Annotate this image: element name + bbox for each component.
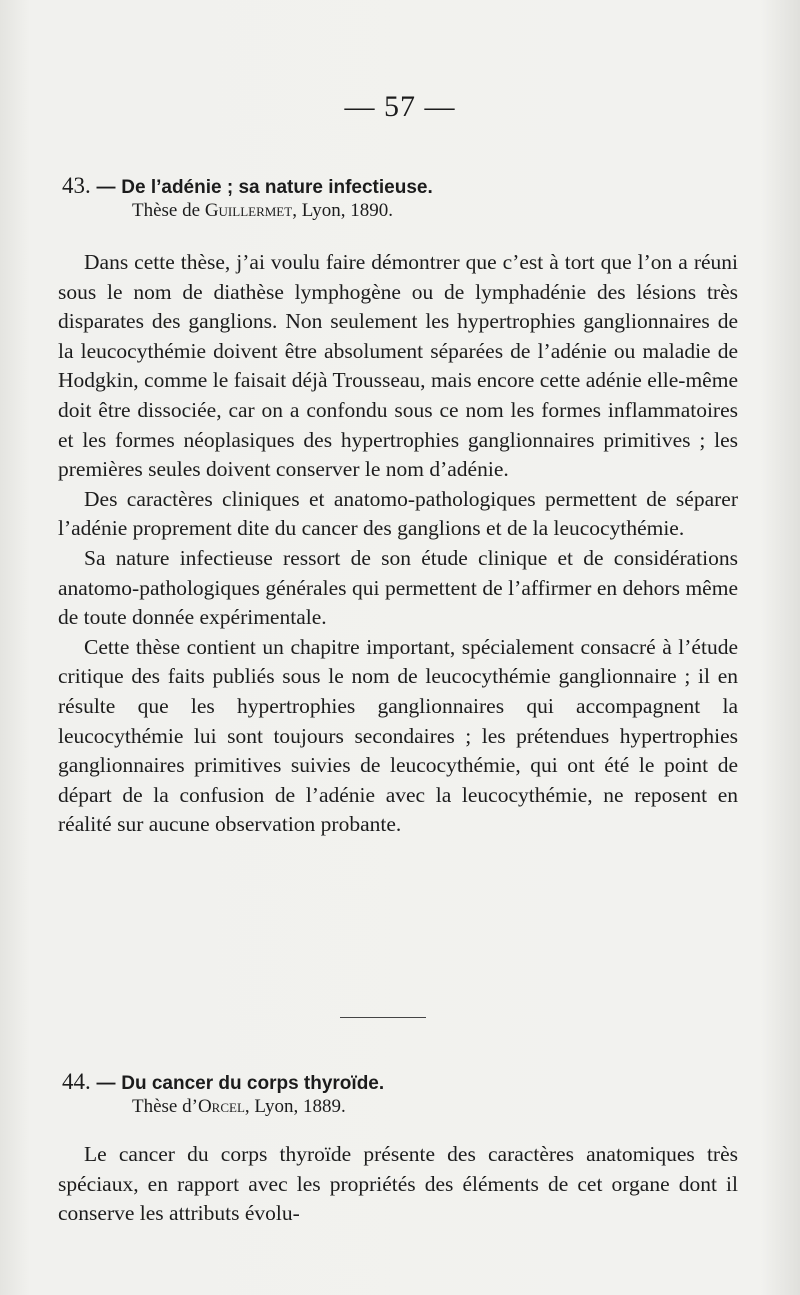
entry-44-heading <box>62 1069 384 1095</box>
entry-43-number: 43. <box>62 173 91 198</box>
entry-43-paragraph: Cette thèse contient un chapitre important, spécialement consacré à l’étude critique des faits publiés sous le nom de leucocythémie ganglionnaire ; il en résulte que les hypertrophies ganglionnaires qui accompagnent la leucocythémie lui sont toujours secondaires ; les prétendues hypertrophies ganglionnaires primitives suivies de leucocythémie, qui ont été le point de départ de la confusion de l’adénie avec la leucocythémie, ne reposent en réalité sur aucune observation probante. <box>58 634 738 837</box>
entry-43-paragraph: Sa nature infectieuse ressort de son étude clinique et de considérations anatomo-pathologiques générales qui permettent de l’affirmer en dehors même de toute donnée expérimentale. <box>58 545 738 630</box>
section-divider <box>340 1017 426 1018</box>
entry-43-ref-suffix: , Lyon, 1890. <box>292 200 393 221</box>
entry-44-ref-suffix: , Lyon, 1889. <box>244 1096 346 1117</box>
entry-43-heading <box>62 173 433 199</box>
entry-43-ref-author: Guillermet <box>204 200 293 221</box>
entry-44-body <box>58 1140 738 1229</box>
entry-43-body <box>58 248 738 840</box>
entry-44-paragraph: Le cancer du corps thyroïde présente des caractères anatomiques très spéciaux, en rapport avec les propriétés des éléments de cet organe dont il conserve les attributs évolu- <box>58 1142 738 1226</box>
entry-43-reference <box>132 200 393 222</box>
entry-44-separator: — <box>96 1073 116 1094</box>
entry-43-separator: — <box>96 177 116 198</box>
entry-43-paragraph: Dans cette thèse, j’ai voulu faire démontrer que c’est à tort que l’on a réuni sous le nom de diathèse lymphogène ou de lymphadénie des lésions très disparates des ganglions. Non seulement les hypertrophies ganglionnaires de la leucocythémie doivent être absolument séparées de l’adénie ou maladie de Hodgkin, comme le faisait déjà Trousseau, mais encore cette adénie elle-même doit être dissociée, car on a confondu sous ce nom les formes inflammatoires et les formes néoplasiques des hypertrophies ganglionnaires primitives ; les premières seules doivent conserver le nom d’adénie. <box>58 250 738 482</box>
page-number: — 57 — <box>344 90 456 123</box>
entry-43-title: De l’adénie ; sa nature infectieuse. <box>121 177 433 198</box>
entry-44-title: Du cancer du corps thyroïde. <box>121 1073 385 1094</box>
entry-43-paragraph: Des caractères cliniques et anatomo-pathologiques permettent de séparer l’adénie proprement dite du cancer des ganglions et de la leucocythémie. <box>58 486 738 541</box>
entry-43-ref-prefix: Thèse de <box>132 200 201 221</box>
entry-44-ref-prefix: Thèse d’ <box>132 1096 198 1117</box>
entry-44-ref-author: Orcel <box>197 1096 245 1117</box>
entry-44-reference <box>132 1096 346 1118</box>
entry-44-number: 44. <box>62 1069 91 1094</box>
